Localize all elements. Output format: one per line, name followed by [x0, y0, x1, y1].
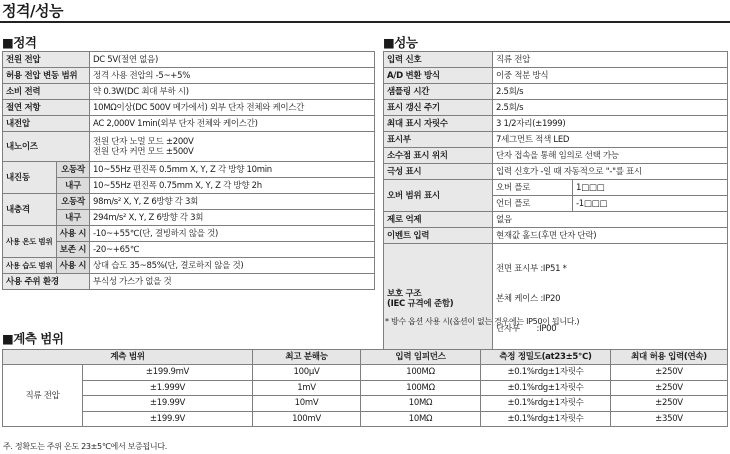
performance-note: * 방수 옵션 사용 시(옵션이 없는 경우에는 IP50이 됩니다.)	[385, 317, 580, 326]
row-value: DC 5V(절연 없음)	[90, 52, 375, 68]
col-header: 최고 분해능	[253, 350, 361, 365]
row-label: 내충격	[3, 194, 57, 226]
table-cell: 1mV	[253, 380, 361, 396]
col-header: 최대 허용 입력(연속)	[611, 350, 728, 365]
table-cell: 100MΩ	[361, 365, 481, 381]
measure-footnote: 주. 정확도는 주위 온도 23±5℃에서 보증됩니다.	[3, 442, 168, 451]
row-value: 이중 적분 방식	[493, 68, 728, 84]
table-row	[3, 396, 728, 412]
table-row	[3, 242, 375, 258]
row-value: 10~55Hz 편진폭 0.5mm X, Y, Z 각 방향 10min	[90, 162, 375, 178]
row-sublabel: 내구	[57, 178, 90, 194]
table-row	[3, 194, 375, 210]
row-value: 10MΩ이상(DC 500V 메가에서) 외부 단자 전체와 케이스간	[90, 100, 375, 116]
noise-value-line: 전원 단자 노멀 모드 ±200V	[93, 136, 194, 147]
table-row	[3, 68, 375, 84]
row-label: 극성 표시	[384, 164, 493, 180]
row-sublabel: 오동작	[57, 194, 90, 210]
performance-heading: ■성능	[383, 35, 418, 50]
row-sublabel: 오동작	[57, 162, 90, 178]
table-cell: ±19.99V	[83, 396, 253, 412]
protect-value-line: 본체 케이스 :IP20	[496, 294, 561, 304]
row-value: -20~+65℃	[90, 242, 375, 258]
row-label: 내진동	[3, 162, 57, 194]
row-sublabel: 사용 시	[57, 258, 90, 274]
row-label: A/D 변환 방식	[384, 68, 493, 84]
col-header: 계측 범위	[3, 350, 253, 365]
row-label: 사용 온도 범위	[3, 226, 57, 258]
table-cell: ±0.1%rdg±1자릿수	[481, 365, 611, 381]
noise-value-line: 전원 단자 커먼 모드 ±500V	[93, 146, 194, 157]
col-header: 측정 정밀도(at23±5℃)	[481, 350, 611, 365]
row-value: 오버 플로	[493, 180, 573, 196]
table-row	[384, 164, 728, 180]
row-sublabel: 사용 시	[57, 226, 90, 242]
row-value: 단자 접속을 통해 임의로 선택 가능	[493, 148, 728, 164]
table-cell: ±1.999V	[83, 380, 253, 396]
under-symbol: -1□□□	[573, 196, 728, 212]
table-cell: ±250V	[611, 380, 728, 396]
row-value: 상대 습도 35~85%(단, 결로하지 않을 것)	[90, 258, 375, 274]
table-row	[384, 100, 728, 116]
row-value: 2.5회/s	[493, 100, 728, 116]
row-label: 내노이즈	[3, 132, 90, 162]
page-title: 정격/성능	[2, 2, 63, 20]
row-label: 소수점 표시 위치	[384, 148, 493, 164]
row-value: 98m/s² X, Y, Z 6방향 각 3회	[90, 194, 375, 210]
row-label: 이벤트 입력	[384, 228, 493, 244]
table-cell: ±0.1%rdg±1자릿수	[481, 396, 611, 412]
table-row	[3, 258, 375, 274]
row-value: AC 2,000V 1min(외부 단자 전체와 케이스간)	[90, 116, 375, 132]
table-row	[3, 380, 728, 396]
table-row	[384, 148, 728, 164]
row-value: 부식성 가스가 없을 것	[90, 274, 375, 290]
table-row	[3, 210, 375, 226]
table-cell: ±250V	[611, 396, 728, 412]
table-row	[384, 212, 728, 228]
row-label: 절연 저항	[3, 100, 90, 116]
row-label	[384, 244, 493, 355]
table-cell: ±199.9mV	[83, 365, 253, 381]
table-cell: ±0.1%rdg±1자릿수	[481, 380, 611, 396]
over-symbol: 1□□□	[573, 180, 728, 196]
protect-value-line: 전면 표시부 :IP51 *	[496, 264, 567, 274]
row-label: 오버 범위 표시	[384, 180, 493, 212]
protect-label-line: (IEC 규격에 준함)	[387, 299, 454, 309]
row-value: 직류 전압	[493, 52, 728, 68]
row-label: 내전압	[3, 116, 90, 132]
table-row	[384, 132, 728, 148]
table-cell: 100mV	[253, 411, 361, 427]
table-cell: 100MΩ	[361, 380, 481, 396]
table-row	[3, 274, 375, 290]
row-value: 현재값 홀드(후면 단자 단락)	[493, 228, 728, 244]
row-value: 입력 신호가 -일 때 자동적으로 "-"를 표시	[493, 164, 728, 180]
row-value: 7세그먼트 적색 LED	[493, 132, 728, 148]
row-label: 입력 신호	[384, 52, 493, 68]
table-row	[3, 84, 375, 100]
table-row	[3, 100, 375, 116]
row-value: 언더 플로	[493, 196, 573, 212]
row-value: -10~+55℃(단, 결빙하지 않을 것)	[90, 226, 375, 242]
table-row	[384, 68, 728, 84]
row-value	[90, 132, 375, 162]
protect-value-line: 단자부 :IP00	[496, 324, 557, 334]
row-value: 10~55Hz 편진폭 0.75mm X, Y, Z 각 방향 2h	[90, 178, 375, 194]
performance-table	[383, 51, 728, 355]
measure-heading: ■계측 범위	[2, 331, 64, 346]
rating-heading: ■정격	[2, 35, 37, 50]
table-cell: 10MΩ	[361, 411, 481, 427]
measure-table	[2, 349, 728, 427]
table-row	[384, 84, 728, 100]
protect-label-line: 보호 구조	[387, 289, 422, 299]
table-cell: 10mV	[253, 396, 361, 412]
table-row	[384, 116, 728, 132]
table-header-row	[3, 350, 728, 365]
row-label: 사용 습도 범위	[3, 258, 57, 274]
table-row	[3, 365, 728, 381]
table-row	[3, 411, 728, 427]
table-row	[3, 178, 375, 194]
title-divider	[0, 21, 730, 23]
row-label: 샘플링 시간	[384, 84, 493, 100]
table-cell: ±0.1%rdg±1자릿수	[481, 411, 611, 427]
row-value: 2.5회/s	[493, 84, 728, 100]
table-cell: 100μV	[253, 365, 361, 381]
row-value	[493, 244, 728, 355]
row-label: 표시 갱신 주기	[384, 100, 493, 116]
table-row	[3, 132, 375, 162]
group-label: 직류 전압	[3, 365, 83, 427]
row-value: 294m/s² X, Y, Z 6방향 각 3회	[90, 210, 375, 226]
table-cell: 10MΩ	[361, 396, 481, 412]
row-label: 제로 억제	[384, 212, 493, 228]
table-row	[384, 52, 728, 68]
row-label: 사용 주위 환경	[3, 274, 90, 290]
row-value: 3 1/2자리(±1999)	[493, 116, 728, 132]
table-row	[384, 180, 728, 196]
row-value: 약 0.3W(DC 최대 부하 시)	[90, 84, 375, 100]
rating-table	[2, 51, 375, 290]
row-sublabel: 내구	[57, 210, 90, 226]
table-row	[3, 116, 375, 132]
table-cell: ±350V	[611, 411, 728, 427]
row-label: 허용 전압 변동 범위	[3, 68, 90, 84]
table-row	[3, 226, 375, 242]
col-header: 입력 임피던스	[361, 350, 481, 365]
row-sublabel: 보존 시	[57, 242, 90, 258]
row-value: 정격 사용 전압의 -5~+5%	[90, 68, 375, 84]
row-label: 표시부	[384, 132, 493, 148]
row-value: 없음	[493, 212, 728, 228]
table-row	[3, 52, 375, 68]
row-label: 전원 전압	[3, 52, 90, 68]
table-cell: ±250V	[611, 365, 728, 381]
row-label: 최대 표시 자릿수	[384, 116, 493, 132]
table-row	[3, 162, 375, 178]
table-row	[384, 244, 728, 355]
row-label: 소비 전력	[3, 84, 90, 100]
table-cell: ±199.9V	[83, 411, 253, 427]
table-row	[384, 228, 728, 244]
